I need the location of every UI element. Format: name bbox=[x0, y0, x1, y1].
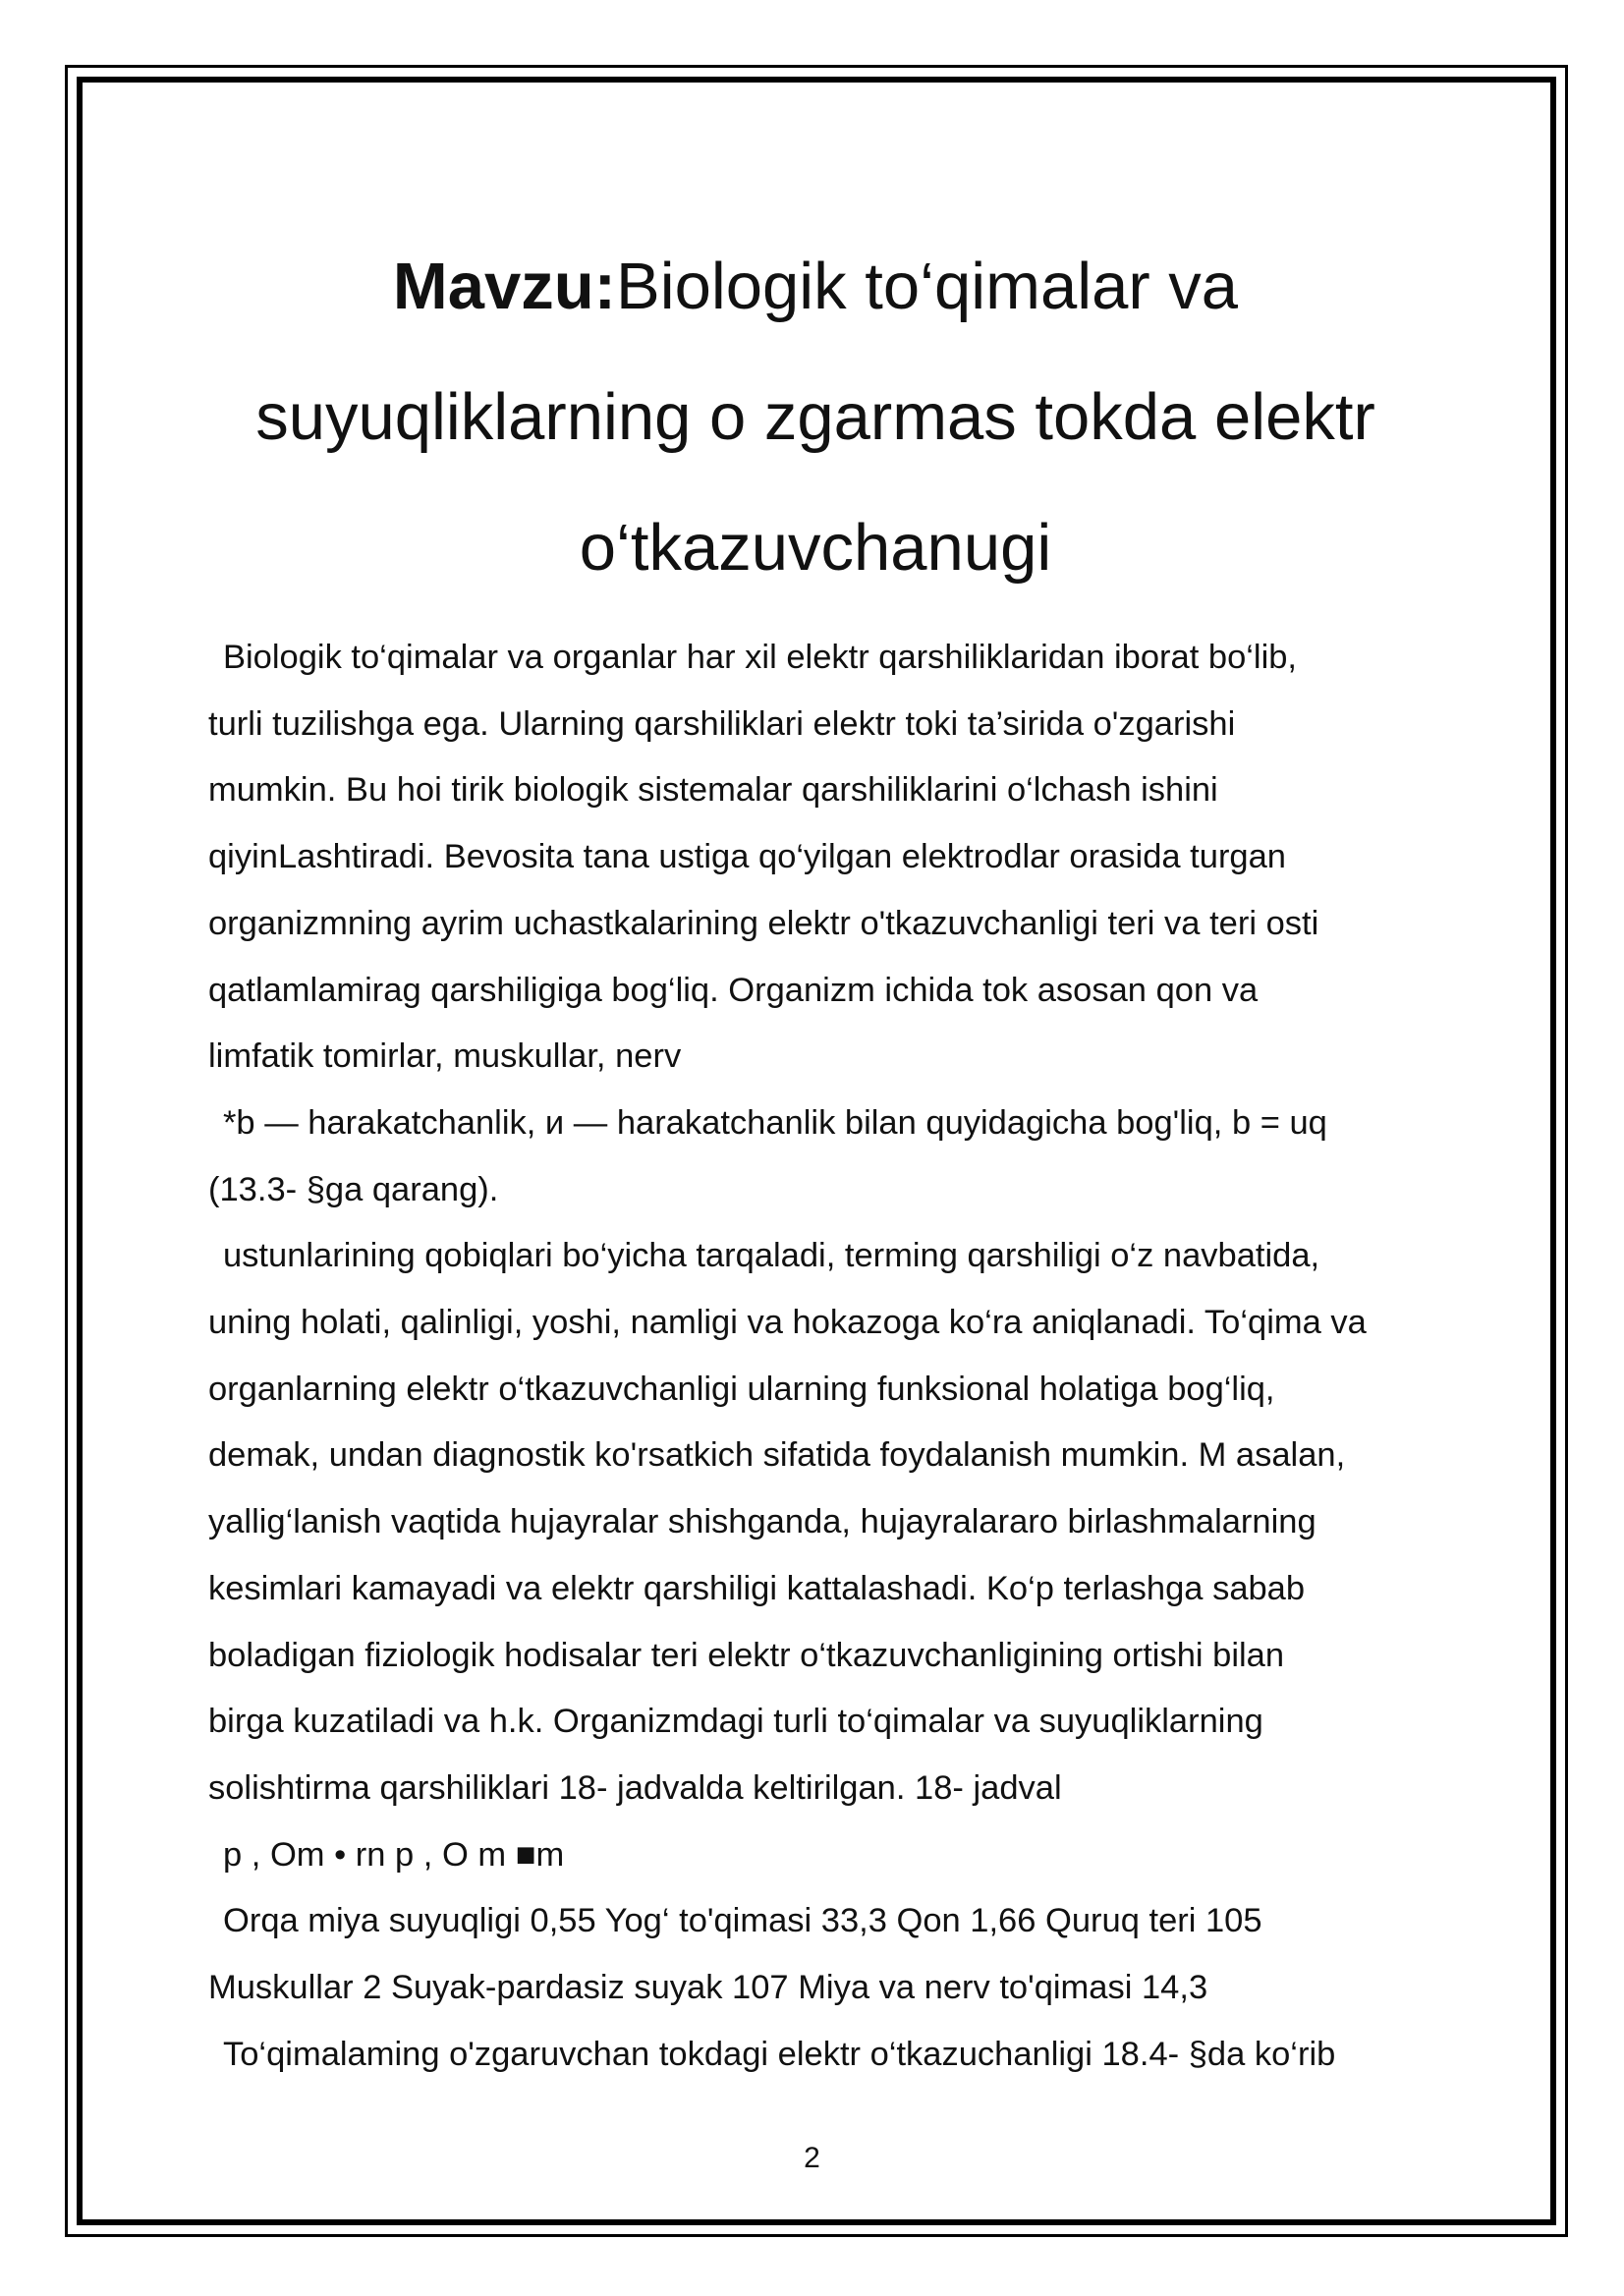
body-line: Muskullar 2 Suyak-pardasiz suyak 107 Miya va nerv to'qimasi 14,3 bbox=[208, 1969, 1208, 2007]
body-line: limfatik tomirlar, muskullar, nerv bbox=[208, 1037, 682, 1076]
body-line: Biologik to‘qimalar va organlar har xil elektr qarshiliklaridan iborat bo‘lib, bbox=[223, 639, 1298, 676]
title-prefix: Mavzu: bbox=[392, 250, 616, 323]
body-line: birga kuzatiladi va h.k. Organizmdagi turli to‘qimalar va suyuqliklarning bbox=[208, 1703, 1263, 1741]
body-line: uning holati, qalinligi, yoshi, namligi va hokazoga ko‘ra aniqlanadi. To‘qima va bbox=[208, 1304, 1367, 1342]
body-line: mumkin. Bu hoi tirik biologik sistemalar qarshiliklarini o‘lchash ishini bbox=[208, 771, 1218, 810]
body-line: p , Om • rn p , O m ■m bbox=[223, 1835, 565, 1874]
body-line: turli tuzilishga ega. Ularning qarshiliklari elektr toki ta’sirida o'zgarishi bbox=[208, 704, 1236, 743]
body-text bbox=[208, 625, 1525, 2088]
body-line: kesimlari kamayadi va elektr qarshiligi kattalashadi. Ko‘p terlashga sabab bbox=[208, 1569, 1306, 1607]
body-line: ustunlarining qobiqlari bo‘yicha tarqaladi, terming qarshiligi o‘z navbatida, bbox=[223, 1237, 1320, 1275]
title-text-1: Biologik to‘qimalar va bbox=[616, 250, 1239, 323]
page-number: 2 bbox=[804, 2142, 820, 2174]
body-line: qiyinLashtiradi. Bevosita tana ustiga qo‘yilgan elektrodlar orasida turgan bbox=[208, 838, 1286, 876]
body-line: solishtirma qarshiliklari 18- jadvalda keltirilgan. 18- jadval bbox=[208, 1768, 1062, 1807]
body-line: boladigan fiziologik hodisalar teri elektr o‘tkazuvchanligining ortishi bilan bbox=[208, 1636, 1285, 1674]
body-line: *b — harakatchanlik, и — harakatchanlik bilan quyidagicha bog'liq, b = uq bbox=[223, 1103, 1327, 1142]
title-line-1 bbox=[177, 221, 1454, 352]
body-line: (13.3- §ga qarang). bbox=[208, 1170, 499, 1208]
body-line: organizmning ayrim uchastkalarining elektr o'tkazuvchanligi teri va teri osti bbox=[208, 904, 1319, 942]
document-title bbox=[177, 221, 1454, 613]
body-line: qatlamlamirag qarshiligiga bog‘liq. Organizm ichida tok asosan qon va bbox=[208, 971, 1259, 1009]
body-line: yallig‘lanish vaqtida hujayralar shishganda, hujayralararo birlashmalarning bbox=[208, 1503, 1316, 1541]
body-line: organlarning elektr o‘tkazuvchanligi ularning funksional holatiga bog‘liq, bbox=[208, 1370, 1275, 1408]
body-line: Orqa miya suyuqligi 0,55 Yog‘ to'qimasi 33,3 Qon 1,66 Quruq teri 105 bbox=[223, 1902, 1262, 1940]
body-line: demak, undan diagnostik ko'rsatkich sifatida foydalanish mumkin. M asalan, bbox=[208, 1436, 1346, 1475]
title-line-3: o‘tkazuvchanugi bbox=[579, 511, 1052, 585]
body-line: To‘qimalaming o'zgaruvchan tokdagi elektr o‘tkazuchanligi 18.4- §da ko‘rib bbox=[223, 2035, 1336, 2073]
title-line-2: suyuqliklarning o zgarmas tokda elektr bbox=[255, 380, 1375, 454]
